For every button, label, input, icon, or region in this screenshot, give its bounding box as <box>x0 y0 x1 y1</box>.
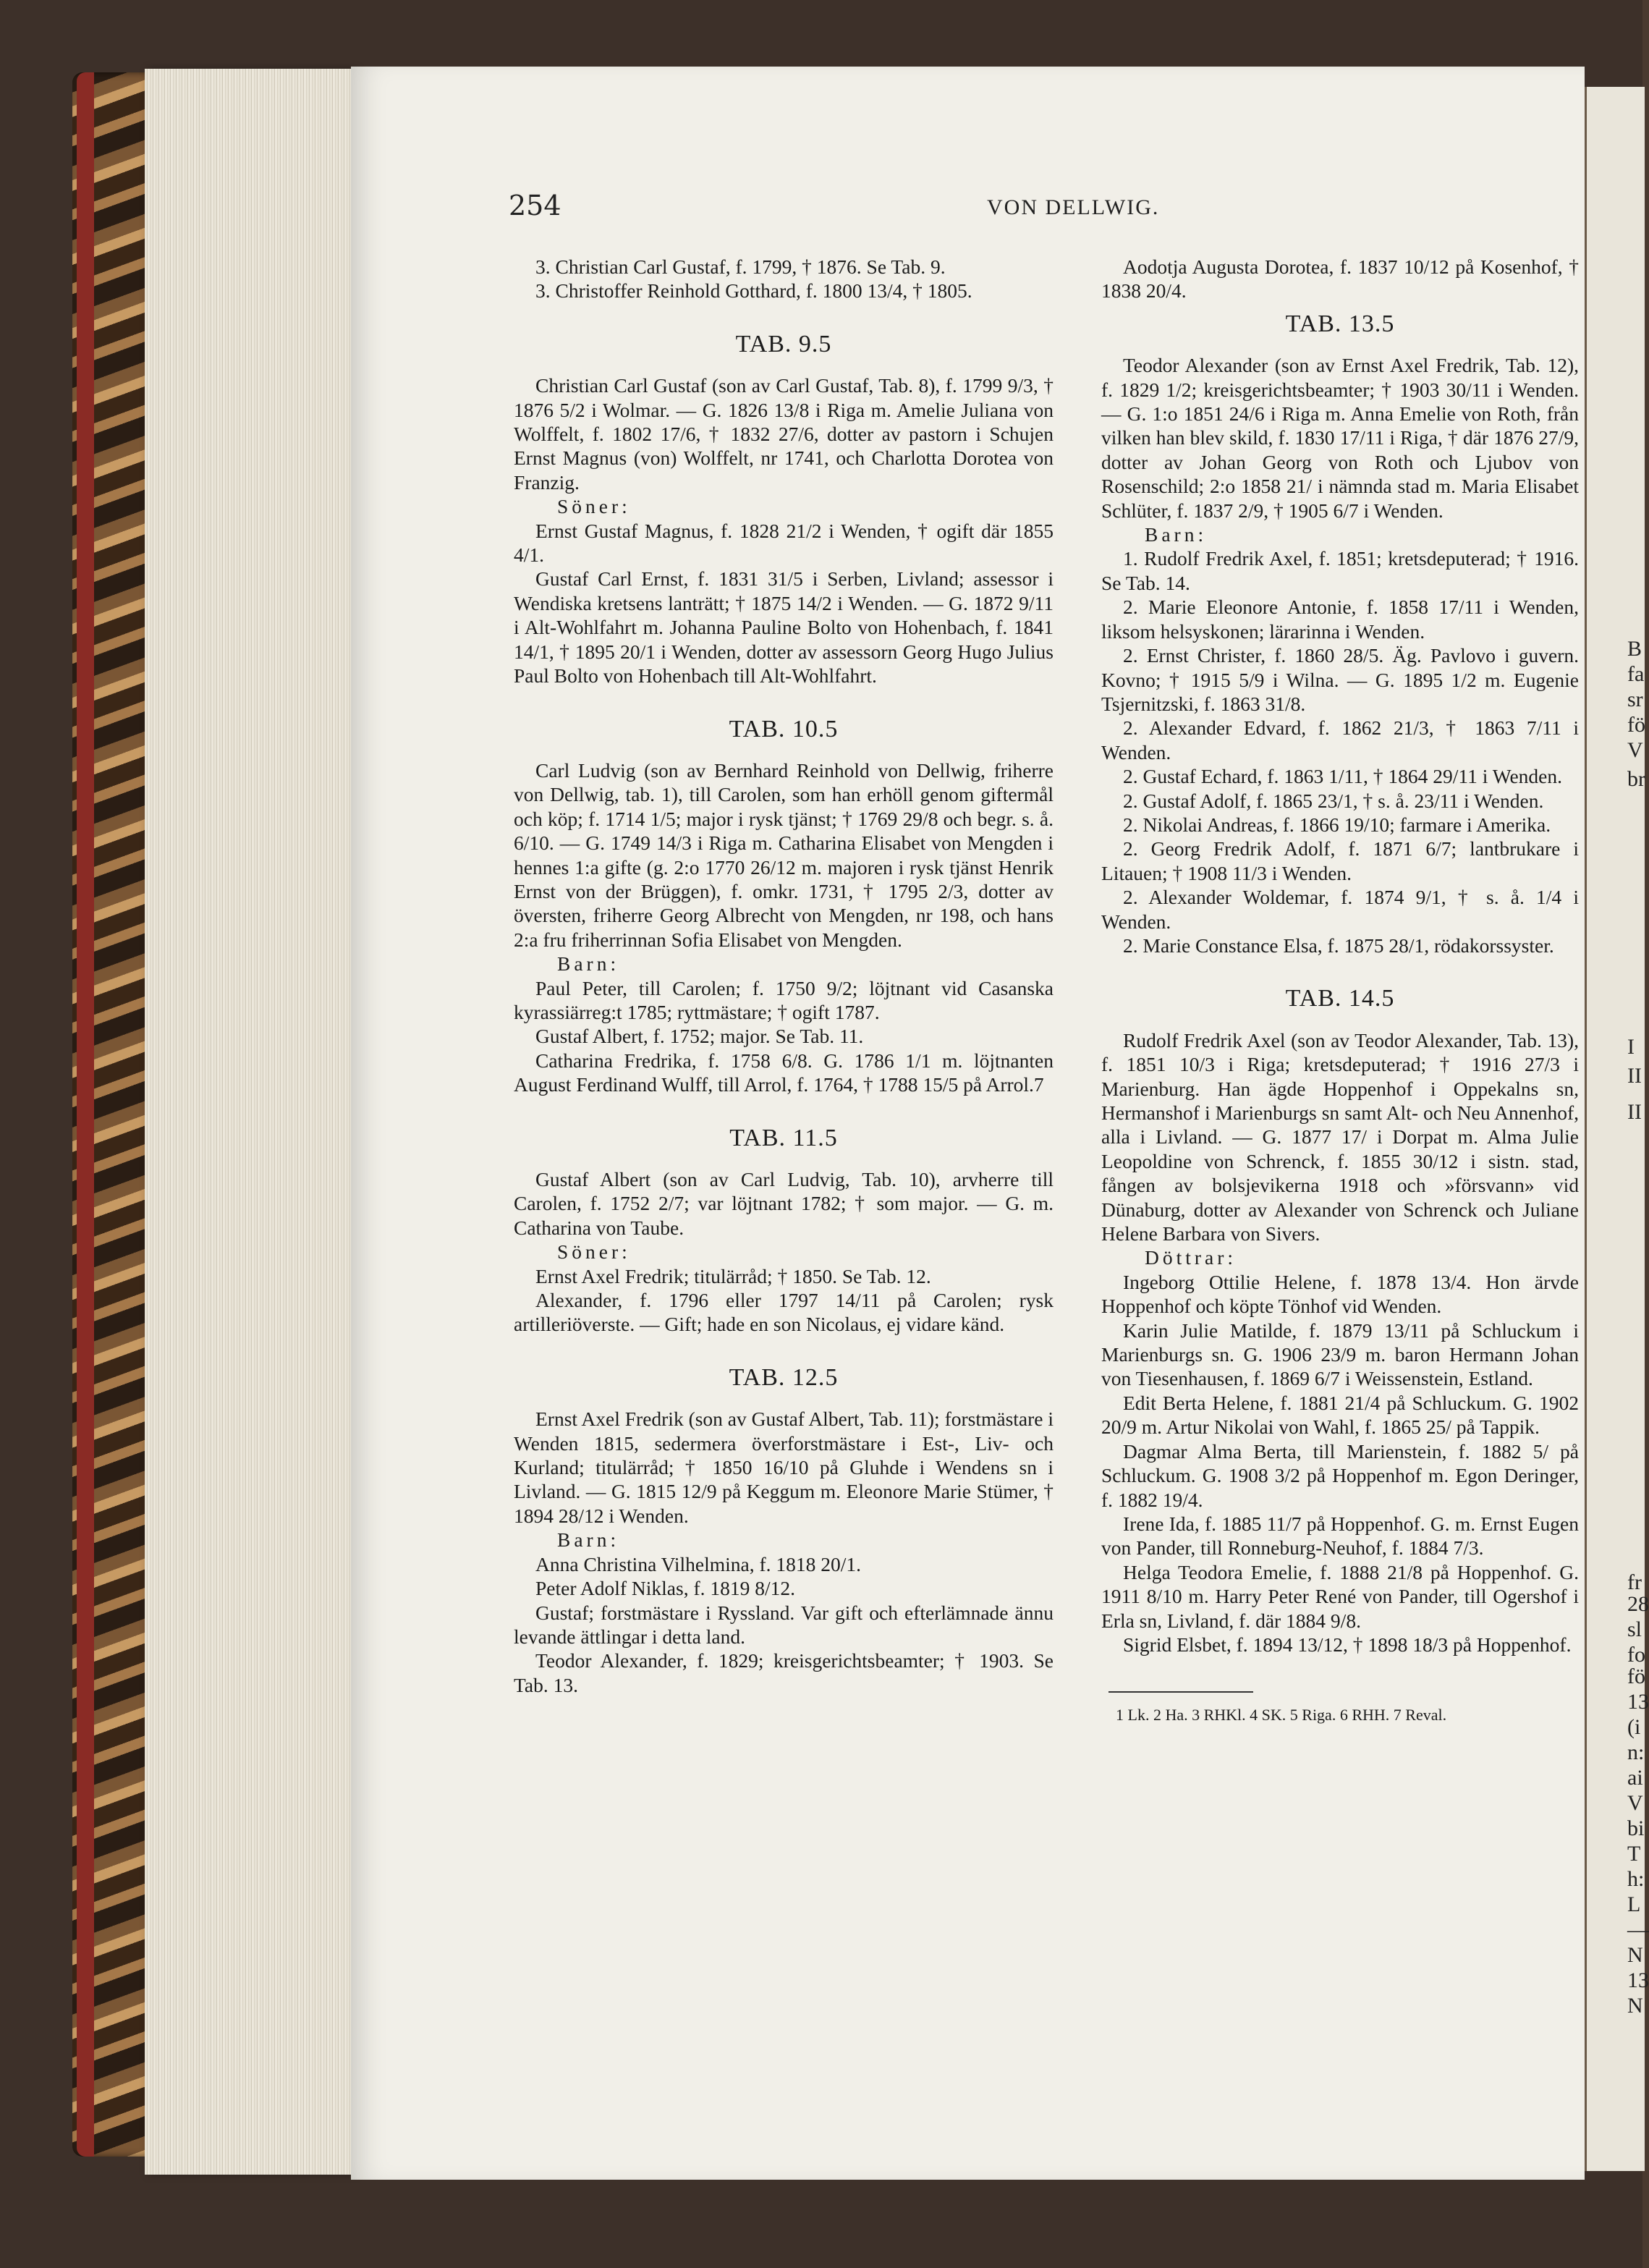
left-column <box>514 255 1054 1697</box>
footnote-rule <box>1108 1691 1253 1693</box>
child-entry: Helga Teodora Emelie, f. 1888 21/8 på Hoppenhof. G. 1911 8/10 m. Harry Peter René von Pander, till Ogershof i Erla sn, Livland, f. där 1884 9/8. <box>1101 1560 1579 1632</box>
next-page-fragment: B <box>1627 637 1642 661</box>
next-page-fragment: 28 <box>1627 1592 1649 1616</box>
child-entry: 2. Alexander Edvard, f. 1862 21/3, † 1863 7/11 i Wenden. <box>1101 716 1579 763</box>
child-entry: Dagmar Alma Berta, till Marienstein, f. 1882 5/ på Schluckum. G. 1908 3/2 på Hoppenhof m. Egon Deringer, f. 1882 19/4. <box>1101 1439 1579 1511</box>
table-heading: TAB. 11.5 <box>729 1124 838 1151</box>
section-label: Söner: <box>557 1240 631 1264</box>
right-column <box>1101 255 1579 1727</box>
next-page-fragment: N <box>1627 1994 1643 2018</box>
table-heading: TAB. 10.5 <box>729 715 839 742</box>
next-page-fragment: I <box>1627 1035 1635 1059</box>
family-paragraph: Teodor Alexander (son av Ernst Axel Fredrik, Tab. 12), f. 1829 1/2; kreisgerichtsbeamter; † 1903 30/11 i Wenden. — G. 1:o 1851 24/6 i Riga m. Anna Emelie von Roth, från vilken han blev skild, f. 1830 17/11 i Riga, † där 1876 27/9, dotter av Johan Georg von Roth och Ljubov von Rosenschild; 2:o 1858 21/ i nämnda stad m. Maria Elisabet Schlüter, f. 1837 2/9, † 1905 6/7 i Wenden. <box>1101 354 1579 522</box>
next-page-fragment: V <box>1627 1791 1643 1815</box>
section-label: Döttrar: <box>1145 1246 1237 1269</box>
next-page-fragment: h: <box>1627 1867 1645 1891</box>
table-heading: TAB. 14.5 <box>1285 985 1395 1012</box>
next-page-fragment: ai <box>1627 1766 1643 1790</box>
child-entry: 2. Nikolai Andreas, f. 1866 19/10; farmare i Amerika. <box>1123 813 1551 836</box>
section-label: Barn: <box>557 952 620 976</box>
child-entry: Sigrid Elsbet, f. 1894 13/12, † 1898 18/3 på Hoppenhof. <box>1123 1633 1572 1656</box>
child-entry: Irene Ida, f. 1885 11/7 på Hoppenhof. G. m. Ernst Eugen von Pander, till Ronneburg-Neuhof, f. 1884 7/3. <box>1101 1512 1579 1560</box>
child-entry: 2. Gustaf Echard, f. 1863 1/11, † 1864 29/11 i Wenden. <box>1123 765 1563 788</box>
child-entry: Karin Julie Matilde, f. 1879 13/11 på Schluckum i Marienburgs sn. G. 1906 23/9 m. baron Hermann Johan von Tiesenhausen, f. 1869 6/7 i Weissenstein, Estland. <box>1101 1319 1579 1390</box>
child-entry: Anna Christina Vilhelmina, f. 1818 20/1. <box>535 1552 862 1575</box>
child-entry: Peter Adolf Niklas, f. 1819 8/12. <box>535 1577 795 1600</box>
section-label: Barn: <box>1145 523 1208 546</box>
next-page-fragment: — <box>1627 1918 1649 1942</box>
next-page-fragment: L <box>1627 1892 1641 1916</box>
family-paragraph: Rudolf Fredrik Axel (son av Teodor Alexander, Tab. 13), f. 1851 10/3 i Riga; kretsdeputerad; † 1916 27/3 i Marienburg. Han ägde Hoppenhof i Oppekalns sn, Hermanshof i Marienburgs sn samt Alt- och Neu Annenhof, alla i Livland. — G. 1877 17/ i Dorpat m. Alma Julie Leopoldine von Schrenck, f. 1855 30/12 i sistn. stad, fången av bolsjevikerna 1918 och »försvann» vid Dünaburg, dotter av Alexander von Schrenck och Juliane Helene Barbara von Sivers. <box>1101 1028 1579 1245</box>
next-page-fragment: fo <box>1627 1643 1645 1667</box>
next-page-fragment: T <box>1627 1842 1641 1866</box>
next-page-edge <box>1585 87 1649 2171</box>
family-paragraph: Christian Carl Gustaf (son av Carl Gustaf, Tab. 8), f. 1799 9/3, † 1876 5/2 i Wolmar. — G. 1826 13/8 i Riga m. Amelie Juliana von Wolffelt, f. 1802 17/6, † 1832 27/6, dotter av pastorn i Schujen Ernst Magnus (von) Wolffelt, nr 1741, och Charlotta Dorotea von Franzig. <box>514 374 1054 494</box>
family-paragraph: 3. Christian Carl Gustaf, f. 1799, † 1876. Se Tab. 9. <box>535 255 946 278</box>
next-page-fragment: II <box>1627 1100 1642 1124</box>
child-entry: 2. Alexander Woldemar, f. 1874 9/1, † s. å. 1/4 i Wenden. <box>1101 886 1579 933</box>
child-entry: Ingeborg Ottilie Helene, f. 1878 13/4. Hon ärvde Hoppenhof och köpte Tönhof vid Wenden. <box>1101 1270 1579 1318</box>
page-number: 254 <box>509 190 561 221</box>
child-entry: 2. Ernst Christer, f. 1860 28/5. Äg. Pavlovo i guvern. Kovno; † 1915 5/9 i Wilna. — G. 1895 1/2 m. Eugenie Tsjernitzski, f. 1863 31/8. <box>1101 644 1579 715</box>
family-paragraph: Ernst Axel Fredrik (son av Gustaf Albert, Tab. 11); forstmästare i Wenden 1815, sedermera överforstmästare i Est-, Liv- och Kurland; titulärråd; † 1850 16/10 på Gluhde i Wendens sn i Livland. — G. 1815 12/9 på Keggum m. Eleonore Marie Stümer, † 1894 28/12 i Wenden. <box>514 1408 1054 1527</box>
child-entry: Alexander, f. 1796 eller 1797 14/11 på Carolen; rysk artilleriöverste. — Gift; hade en son Nicolaus, ej vidare känd. <box>514 1289 1054 1336</box>
child-entry: 2. Gustaf Adolf, f. 1865 23/1, † s. å. 23/11 i Wenden. <box>1123 789 1544 812</box>
child-entry: Gustaf; forstmästare i Ryssland. Var gift och efterlämnade ännu levande ättlingar i detta land. <box>514 1601 1054 1648</box>
next-page-fragment: 13 <box>1627 1690 1649 1714</box>
child-entry: Ernst Gustaf Magnus, f. 1828 21/2 i Wenden, † ogift där 1855 4/1. <box>514 519 1054 567</box>
next-page-fragment: N <box>1627 1943 1643 1967</box>
next-page-fragment: fr <box>1627 1570 1642 1594</box>
book-cover-edge <box>77 72 94 2157</box>
child-entry: 2. Marie Eleonore Antonie, f. 1858 17/11 i Wenden, liksom helsyskonen; lärarinna i Wenden. <box>1101 596 1579 643</box>
next-page-fragment: fa <box>1627 662 1645 686</box>
family-paragraph: Gustaf Albert (son av Carl Ludvig, Tab. 10), arvherre till Carolen, f. 1752 2/7; var löjtnant 1782; † som major. — G. m. Catharina von Taube. <box>514 1168 1054 1239</box>
next-page-fragment: fö <box>1627 713 1645 737</box>
next-page-fragment: V <box>1627 738 1643 762</box>
child-entry: Gustaf Albert, f. 1752; major. Se Tab. 11. <box>535 1025 864 1048</box>
next-page-fragment: br <box>1627 767 1645 791</box>
child-entry: Paul Peter, till Carolen; f. 1750 9/2; löjtnant vid Casanska kyrassiärreg:t 1785; ryttmästare; † ogift 1787. <box>514 976 1054 1023</box>
child-entry: Edit Berta Helene, f. 1881 21/4 på Schluckum. G. 1902 20/9 m. Artur Nikolai von Wahl, f. 1865 25/ på Tappik. <box>1101 1391 1579 1439</box>
next-page-fragment: (i <box>1627 1715 1641 1739</box>
child-entry: Gustaf Carl Ernst, f. 1831 31/5 i Serben, Livland; assessor i Wendiska kretsens lanträtt; † 1875 14/2 i Wenden. — G. 1872 9/11 i Alt-Wohlfahrt m. Johanna Pauline Bolto von Hohenbach, f. 1841 14/1, † 1895 20/1 i Wenden, dotter av assessorn Georg Hugo Julius Paul Bolto von Hohenbach till Alt-Wohlfahrt. <box>514 567 1054 687</box>
section-label: Barn: <box>557 1528 620 1552</box>
next-page-fragment: fö <box>1627 1664 1645 1688</box>
child-entry: Catharina Fredrika, f. 1758 6/8. G. 1786 1/1 m. löjtnanten August Ferdinand Wulff, till Arrol, f. 1764, † 1788 15/5 på Arrol.7 <box>514 1049 1054 1096</box>
child-entry: Ernst Axel Fredrik; titulärråd; † 1850. Se Tab. 12. <box>535 1264 931 1287</box>
next-page-fragment: sr <box>1627 687 1643 711</box>
next-page-fragment: bi <box>1627 1816 1645 1840</box>
next-page-fragment: sl <box>1627 1617 1642 1641</box>
section-label: Söner: <box>557 495 631 518</box>
child-entry: 2. Georg Fredrik Adolf, f. 1871 6/7; lantbrukare i Litauen; † 1908 11/3 i Wenden. <box>1101 837 1579 884</box>
child-entry: 2. Marie Constance Elsa, f. 1875 28/1, rödakorssyster. <box>1123 934 1554 957</box>
child-entry: Aodotja Augusta Dorotea, f. 1837 10/12 på Kosenhof, † 1838 20/4. <box>1101 255 1579 302</box>
family-paragraph: Carl Ludvig (son av Bernhard Reinhold von Dellwig, friherre von Dellwig, tab. 1), till Carolen, som han erhöll genom giftermål och köp; f. 1714 1/5; major i rysk tjänst; † 1769 29/8 och begr. s. å. 6/10. — G. 1749 14/3 i Riga m. Catharina Elisabet von Mengden i hennes 1:a gifte (g. 2:o 1770 26/12 m. majoren i rysk tjänst Henrik Ernst von der Brüggen), f. omkr. 1731, † 1795 2/3, dotter av översten, friherre Georg Albrecht von Mengden, nr 198, och hans 2:a fru friherrinnan Sofia Elisabet von Mengden. <box>514 758 1054 951</box>
running-head: VON DELLWIG. <box>987 195 1160 219</box>
page-block-edges <box>145 69 355 2175</box>
table-heading: TAB. 13.5 <box>1285 310 1395 337</box>
next-page-fragment: 13 <box>1627 1968 1649 1992</box>
child-entry: 1. Rudolf Fredrik Axel, f. 1851; kretsdeputerad; † 1916. Se Tab. 14. <box>1101 547 1579 594</box>
table-heading: TAB. 12.5 <box>729 1363 839 1391</box>
family-paragraph: 3. Christoffer Reinhold Gotthard, f. 1800 13/4, † 1805. <box>535 279 972 302</box>
footnote: 1 Lk. 2 Ha. 3 RHKl. 4 SK. 5 Riga. 6 RHH. 7 Reval. <box>1116 1706 1447 1725</box>
table-heading: TAB. 9.5 <box>735 330 832 357</box>
next-page-fragment: II <box>1627 1064 1642 1088</box>
child-entry: Teodor Alexander, f. 1829; kreisgerichtsbeamter; † 1903. Se Tab. 13. <box>514 1649 1054 1696</box>
next-page-fragment: n: <box>1627 1740 1645 1764</box>
